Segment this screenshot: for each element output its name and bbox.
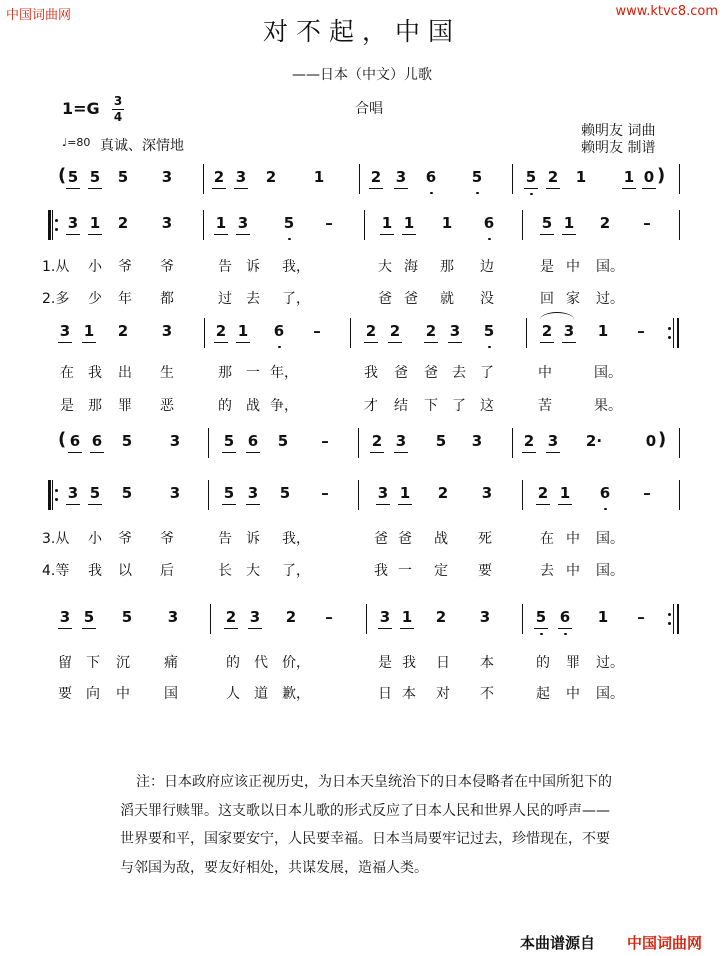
note: 3 — [161, 322, 173, 340]
lyric: 下 — [424, 398, 438, 414]
lyric: 这 — [480, 398, 494, 414]
lyric: 下 — [86, 655, 100, 671]
lyric: 爸 — [378, 291, 392, 307]
repeat-start — [48, 210, 58, 240]
note: 5 — [279, 484, 291, 502]
lyric: 在 — [540, 531, 554, 547]
note: 1 — [398, 608, 416, 626]
note: – — [643, 214, 651, 232]
lyric: 国 — [164, 686, 178, 702]
lyric: 诉 — [246, 259, 260, 275]
note: 2 — [520, 432, 538, 450]
lyric: 过 — [218, 291, 232, 307]
lyric: 代 — [254, 655, 268, 671]
note: 3 — [56, 322, 74, 340]
lyric: 生 — [160, 365, 174, 381]
lyric: 2.多 — [42, 291, 70, 307]
lyrics-verse-2b — [0, 395, 724, 425]
lyric: 不 — [480, 686, 494, 702]
lyric: 本 — [402, 686, 416, 702]
note: 5 — [280, 214, 298, 232]
lyric: 中 — [566, 259, 580, 275]
lyric: 年， — [270, 365, 298, 381]
lyric: 向 — [86, 686, 100, 702]
note: 1 — [396, 484, 414, 502]
lyric: 我 — [402, 655, 416, 671]
notation-line-3 — [0, 318, 724, 348]
lyric: 都 — [160, 291, 174, 307]
expression-marking: 真诚、深情地 — [100, 138, 184, 154]
lyric: 在 — [60, 365, 74, 381]
note: 1 — [313, 168, 325, 186]
lyric: 歉， — [282, 686, 310, 702]
open-paren: ( — [58, 429, 67, 450]
footnote-paragraph: 注：日本政府应该正视历史，为日本天皇统治下的日本侵略者在中国所犯下的滔天罪行赎罪。这支歌以日本儿歌的形式反应了日本人民和世界人民的呼声——世界要和平，国家要安宁，人民要幸福。日本当局要牢记过去，珍惜现在，不要与邻国为敌，要友好相处，共谋发展，造福人类。 — [120, 774, 612, 876]
note: 2 — [538, 322, 556, 340]
lyric: 对 — [436, 686, 450, 702]
lyric: 就 — [440, 291, 454, 307]
lyric: 了 — [480, 365, 494, 381]
note: 5 — [480, 322, 498, 340]
time-signature — [112, 95, 124, 124]
lyric: 一 — [398, 563, 412, 579]
lyric: 告 — [218, 531, 232, 547]
lyric: 没 — [480, 291, 494, 307]
lyric: 起 — [536, 686, 550, 702]
lyric: 以 — [118, 563, 132, 579]
lyric: 人 — [226, 686, 240, 702]
lyric: 中 — [538, 365, 552, 381]
meter-top: 3 — [113, 94, 123, 108]
lyric: 家 — [566, 291, 580, 307]
note: 2 — [435, 608, 447, 626]
lyric: 海 — [404, 259, 418, 275]
note: 1 — [441, 214, 453, 232]
note: 5 — [121, 432, 133, 450]
lyrics-verse-3b — [0, 652, 724, 682]
note: 2 — [265, 168, 277, 186]
note: 1 — [597, 608, 609, 626]
note: 5 — [435, 432, 447, 450]
note: – — [637, 608, 645, 626]
lyric: 后 — [160, 563, 174, 579]
lyric: 沉 — [116, 655, 130, 671]
note: – — [313, 322, 321, 340]
lyric: 爸 — [404, 291, 418, 307]
tempo-marking: ♩=80 — [62, 136, 91, 149]
lyrics-verse-4b — [0, 683, 724, 713]
lyric: 爷 — [118, 531, 132, 547]
note: 6 — [422, 168, 440, 186]
note: 3 — [544, 432, 562, 450]
note: 5 — [86, 484, 104, 502]
note: 5 — [522, 168, 540, 186]
lyric: 痛 — [164, 655, 178, 671]
lyric: 了， — [282, 291, 310, 307]
lyric: 才 — [364, 398, 378, 414]
lyric: 我 — [364, 365, 378, 381]
note: 3 — [376, 608, 394, 626]
note: 5 — [468, 168, 486, 186]
lyric: 死 — [478, 531, 492, 547]
note: 3 — [392, 168, 410, 186]
note: 1 — [575, 168, 587, 186]
lyric: 国。 — [596, 259, 624, 275]
note: 2 — [117, 322, 129, 340]
lyric: 爷 — [160, 259, 174, 275]
lyrics-verse-2a — [0, 288, 724, 318]
lyric: 要 — [478, 563, 492, 579]
lyric: 恶 — [160, 398, 174, 414]
lyric: 那 — [440, 259, 454, 275]
lyric: 结 — [394, 398, 408, 414]
lyric: 1.从 — [42, 259, 70, 275]
lyric: 爸 — [374, 531, 388, 547]
lyric: 国。 — [594, 365, 622, 381]
lyric: 回 — [540, 291, 554, 307]
lyric: 大 — [246, 563, 260, 579]
lyric: 诉 — [246, 531, 260, 547]
note: 0 — [640, 168, 658, 186]
note: – — [325, 608, 333, 626]
lyric: 战 — [246, 398, 260, 414]
note: 3 — [161, 214, 173, 232]
note: 6 — [244, 432, 262, 450]
lyric: 是 — [378, 655, 392, 671]
lyric: 那 — [88, 398, 102, 414]
lyric: 国。 — [596, 686, 624, 702]
performance-type: 合唱 — [355, 101, 383, 117]
note: 6 — [596, 484, 614, 502]
lyric: 定 — [434, 563, 448, 579]
note: 3 — [169, 432, 181, 450]
lyric: 3.从 — [42, 531, 70, 547]
note: 3 — [56, 608, 74, 626]
lyric: 是 — [60, 398, 74, 414]
lyric: 罪 — [118, 398, 132, 414]
note: 2 — [117, 214, 129, 232]
note: 5 — [532, 608, 550, 626]
lyric: 我 — [88, 563, 102, 579]
note: 3 — [446, 322, 464, 340]
note: – — [325, 214, 333, 232]
lyric: 爸 — [398, 531, 412, 547]
note: 5 — [220, 432, 238, 450]
lyric: 我 — [88, 365, 102, 381]
lyrics-verse-1a — [0, 256, 724, 286]
note: 2 — [367, 168, 385, 186]
note: 1 — [86, 214, 104, 232]
song-subtitle: ——日本（中文）儿歌 — [292, 67, 432, 83]
lyric: 的 — [536, 655, 550, 671]
lyric: 大 — [378, 259, 392, 275]
note: 2 — [362, 322, 380, 340]
lyric: 边 — [480, 259, 494, 275]
note: 2 — [422, 322, 440, 340]
note: 2 — [368, 432, 386, 450]
note: 6 — [66, 432, 84, 450]
lyric: 是 — [540, 259, 554, 275]
note: 5 — [121, 484, 133, 502]
lyric: 过。 — [596, 291, 624, 307]
source-site: 中国词曲网 — [627, 934, 703, 952]
lyric: 罪 — [566, 655, 580, 671]
lyric: 中 — [116, 686, 130, 702]
lyric: 我， — [282, 259, 310, 275]
note: 2 — [285, 608, 297, 626]
repeat-end — [668, 604, 680, 634]
lyric: 争， — [270, 398, 298, 414]
note: 1 — [378, 214, 396, 232]
close-paren: ) — [657, 165, 666, 186]
lyric: 国。 — [596, 531, 624, 547]
lyrics-verse-1b — [0, 362, 724, 392]
notation-line-5 — [0, 480, 724, 510]
note: 3 — [169, 484, 181, 502]
lyric: 本 — [480, 655, 494, 671]
note: 5 — [86, 168, 104, 186]
note: 3 — [167, 608, 179, 626]
note: 3 — [232, 168, 250, 186]
lyric: 去 — [452, 365, 466, 381]
note: 5 — [64, 168, 82, 186]
note: 1 — [597, 322, 609, 340]
lyric: 出 — [118, 365, 132, 381]
lyric: 了， — [282, 563, 310, 579]
note: 6 — [556, 608, 574, 626]
lyric: 年 — [118, 291, 132, 307]
watermark-left: 中国词曲网 — [6, 8, 72, 23]
lyric: 长 — [218, 563, 232, 579]
note: 1 — [400, 214, 418, 232]
note: 5 — [117, 168, 129, 186]
lyric: 爷 — [160, 531, 174, 547]
lyric: 去 — [540, 563, 554, 579]
note: 6 — [480, 214, 498, 232]
note: 3 — [481, 484, 493, 502]
note: 5 — [80, 608, 98, 626]
notation-line-1 — [0, 164, 724, 194]
note: 2 — [437, 484, 449, 502]
notation-line-4 — [0, 428, 724, 458]
lyric: 爷 — [118, 259, 132, 275]
note: 1 — [560, 214, 578, 232]
note: 3 — [244, 484, 262, 502]
repeat-end — [668, 318, 680, 348]
note: 3 — [560, 322, 578, 340]
key-signature: 1=G — [62, 99, 100, 118]
note: – — [643, 484, 651, 502]
lyric: 日 — [436, 655, 450, 671]
notation-line-6 — [0, 604, 724, 634]
note: 3 — [234, 214, 252, 232]
note: 1 — [234, 322, 252, 340]
note: 2 — [212, 322, 230, 340]
lyric: 了 — [452, 398, 466, 414]
lyric: 我， — [282, 531, 310, 547]
note: 3 — [479, 608, 491, 626]
lyrics-verse-3a — [0, 528, 724, 558]
lyric: 价， — [282, 655, 310, 671]
lyric: 留 — [58, 655, 72, 671]
lyric: 一 — [246, 365, 260, 381]
lyric: 那 — [218, 365, 232, 381]
lyric: 果。 — [594, 398, 622, 414]
note: 2· — [585, 432, 603, 450]
note: 2 — [599, 214, 611, 232]
lyric: 中 — [566, 686, 580, 702]
note: 1 — [212, 214, 230, 232]
lyrics-credit: 赖明友 词曲 — [581, 123, 656, 139]
lyric: 爸 — [394, 365, 408, 381]
lyric: 告 — [218, 259, 232, 275]
score-credit: 赖明友 制谱 — [581, 140, 656, 156]
close-paren: ) — [658, 429, 667, 450]
note: 3 — [64, 214, 82, 232]
source-label: 本曲谱源自 — [520, 934, 596, 952]
lyric: 过。 — [596, 655, 624, 671]
lyric: 国。 — [596, 563, 624, 579]
lyric: 爸 — [424, 365, 438, 381]
lyric: 要 — [58, 686, 72, 702]
note: 2 — [210, 168, 228, 186]
lyric: 的 — [226, 655, 240, 671]
note: 3 — [374, 484, 392, 502]
note: 2 — [222, 608, 240, 626]
note: 2 — [544, 168, 562, 186]
note: 3 — [392, 432, 410, 450]
note: 1 — [620, 168, 638, 186]
song-title: 对不起，中国 — [262, 17, 461, 46]
note: 2 — [386, 322, 404, 340]
note: 1 — [80, 322, 98, 340]
lyric: 小 — [88, 259, 102, 275]
lyric: 的 — [218, 398, 232, 414]
lyric: 战 — [434, 531, 448, 547]
note: 6 — [270, 322, 288, 340]
meter-bottom: 4 — [113, 110, 123, 124]
lyric: 苦 — [538, 398, 552, 414]
lyric: 去 — [246, 291, 260, 307]
lyrics-verse-4a — [0, 560, 724, 590]
note: 1 — [556, 484, 574, 502]
watermark-right: www.ktvc8.com — [615, 4, 718, 19]
lyric: 少 — [88, 291, 102, 307]
note: 5 — [277, 432, 289, 450]
note: – — [637, 322, 645, 340]
note: 3 — [471, 432, 483, 450]
open-paren: ( — [58, 165, 67, 186]
repeat-start — [48, 480, 58, 510]
note: 6 — [88, 432, 106, 450]
note: 3 — [161, 168, 173, 186]
lyric: 道 — [254, 686, 268, 702]
note: – — [321, 484, 329, 502]
note: 3 — [64, 484, 82, 502]
note: 5 — [538, 214, 556, 232]
lyric: 中 — [566, 563, 580, 579]
note: 5 — [121, 608, 133, 626]
note: 0 — [645, 432, 657, 450]
lyric: 4.等 — [42, 563, 70, 579]
note: 3 — [246, 608, 264, 626]
note: 2 — [534, 484, 552, 502]
notation-line-2 — [0, 210, 724, 240]
note: 5 — [220, 484, 238, 502]
lyric: 我 — [374, 563, 388, 579]
lyric: 小 — [88, 531, 102, 547]
lyric: 中 — [566, 531, 580, 547]
lyric: 日 — [378, 686, 392, 702]
note: – — [321, 432, 329, 450]
